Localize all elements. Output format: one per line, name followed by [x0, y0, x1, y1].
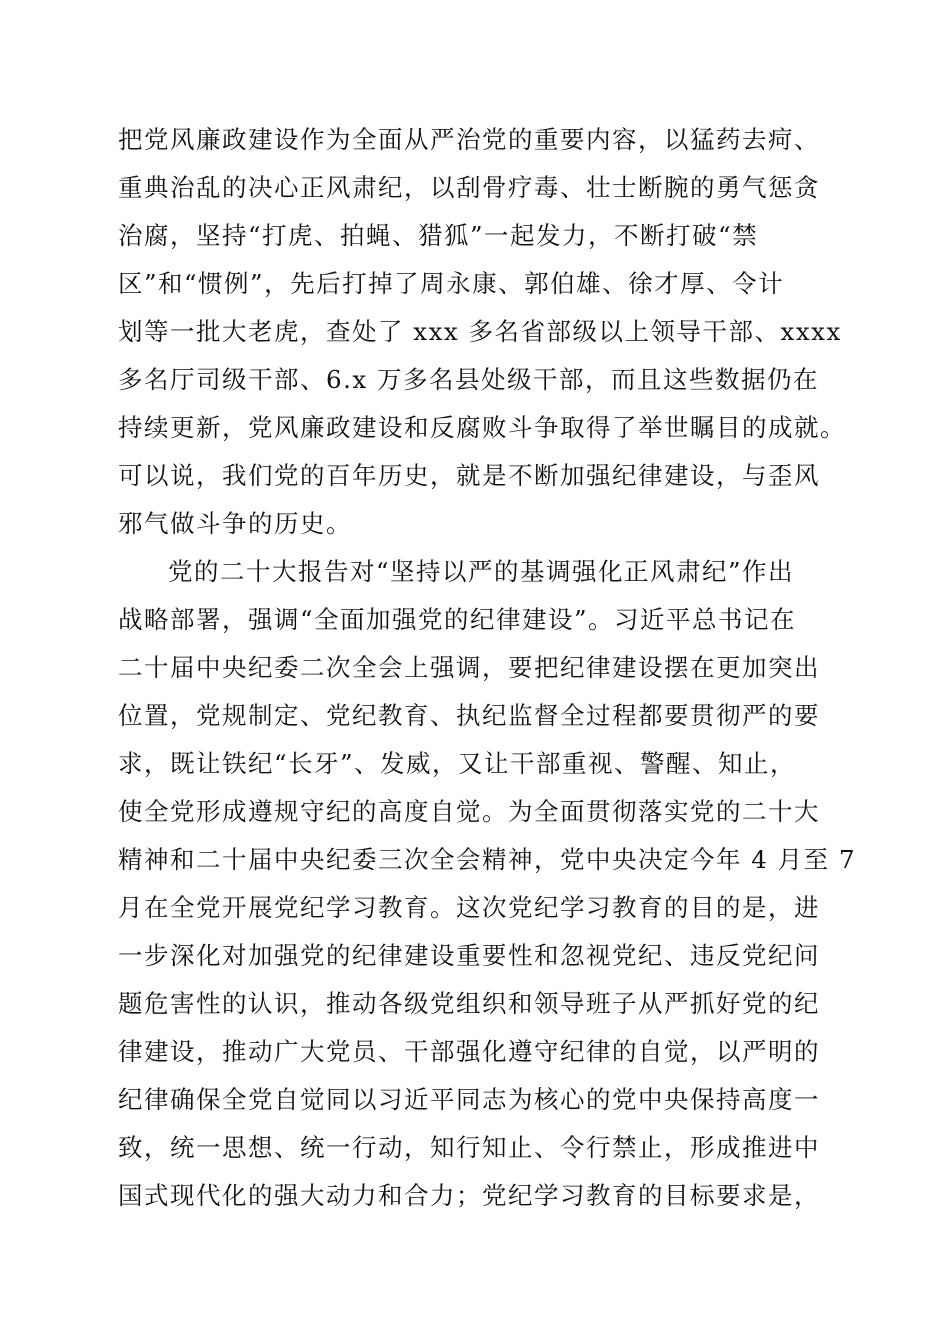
paragraph-line: 求，既让铁纪“长牙”、发威，又让干部重视、警醒、知止，: [118, 749, 797, 778]
paragraph-line: 党的二十大报告对“坚持以严的基调强化正风肃纪”作出: [168, 557, 795, 586]
paragraph-line: 月在全党开展党纪学习教育。这次党纪学习教育的目的是，进: [118, 893, 820, 922]
paragraph-line: 二十届中央纪委二次全会上强调，要把纪律建设摆在更加突出: [118, 653, 820, 682]
paragraph-line: 重典治乱的决心正风肃纪，以刮骨疗毒、壮士断腕的勇气惩贪: [118, 173, 820, 202]
paragraph-line: 致，统一思想、统一行动，知行知止、令行禁止，形成推进中: [118, 1133, 820, 1162]
paragraph-line: 把党风廉政建设作为全面从严治党的重要内容，以猛药去疴、: [118, 125, 820, 154]
paragraph-line: 治腐，坚持“打虎、拍蝇、猎狐”一起发力，不断打破“禁: [118, 221, 759, 250]
paragraph-line: 位置，党规制定、党纪教育、执纪监督全过程都要贯彻严的要: [118, 701, 820, 730]
paragraph-line: 律建设，推动广大党员、干部强化遵守纪律的自觉，以严明的: [118, 1037, 820, 1066]
paragraph-line: 可以说，我们党的百年历史，就是不断加强纪律建设，与歪风: [118, 461, 820, 490]
paragraph-line: 邪气做斗争的历史。: [118, 509, 352, 538]
paragraph-line: 多名厅司级干部、6.x 万多名县处级干部，而且这些数据仍在: [118, 365, 819, 394]
paragraph-line: 精神和二十届中央纪委三次全会精神，党中央决定今年 4 月至 7: [118, 845, 857, 874]
paragraph-line: 纪律确保全党自觉同以习近平同志为核心的党中央保持高度一: [118, 1085, 820, 1114]
paragraph-line: 题危害性的认识，推动各级党组织和领导班子从严抓好党的纪: [118, 989, 820, 1018]
paragraph-line: 区”和“惯例”，先后打掉了周永康、郭伯雄、徐才厚、令计: [118, 269, 785, 298]
paragraph-line: 持续更新，党风廉政建设和反腐败斗争取得了举世瞩目的成就。: [118, 413, 846, 442]
paragraph-line: 国式现代化的强大动力和合力；党纪学习教育的目标要求是，: [118, 1181, 820, 1210]
paragraph-line: 使全党形成遵规守纪的高度自觉。为全面贯彻落实党的二十大: [118, 797, 820, 826]
paragraph-line: 一步深化对加强党的纪律建设重要性和忽视党纪、违反党纪问: [118, 941, 820, 970]
paragraph-line: 划等一批大老虎，查处了 xxx 多名省部级以上领导干部、xxxx: [118, 317, 842, 346]
paragraph-line: 战略部署，强调“全面加强党的纪律建设”。习近平总书记在: [118, 605, 797, 634]
